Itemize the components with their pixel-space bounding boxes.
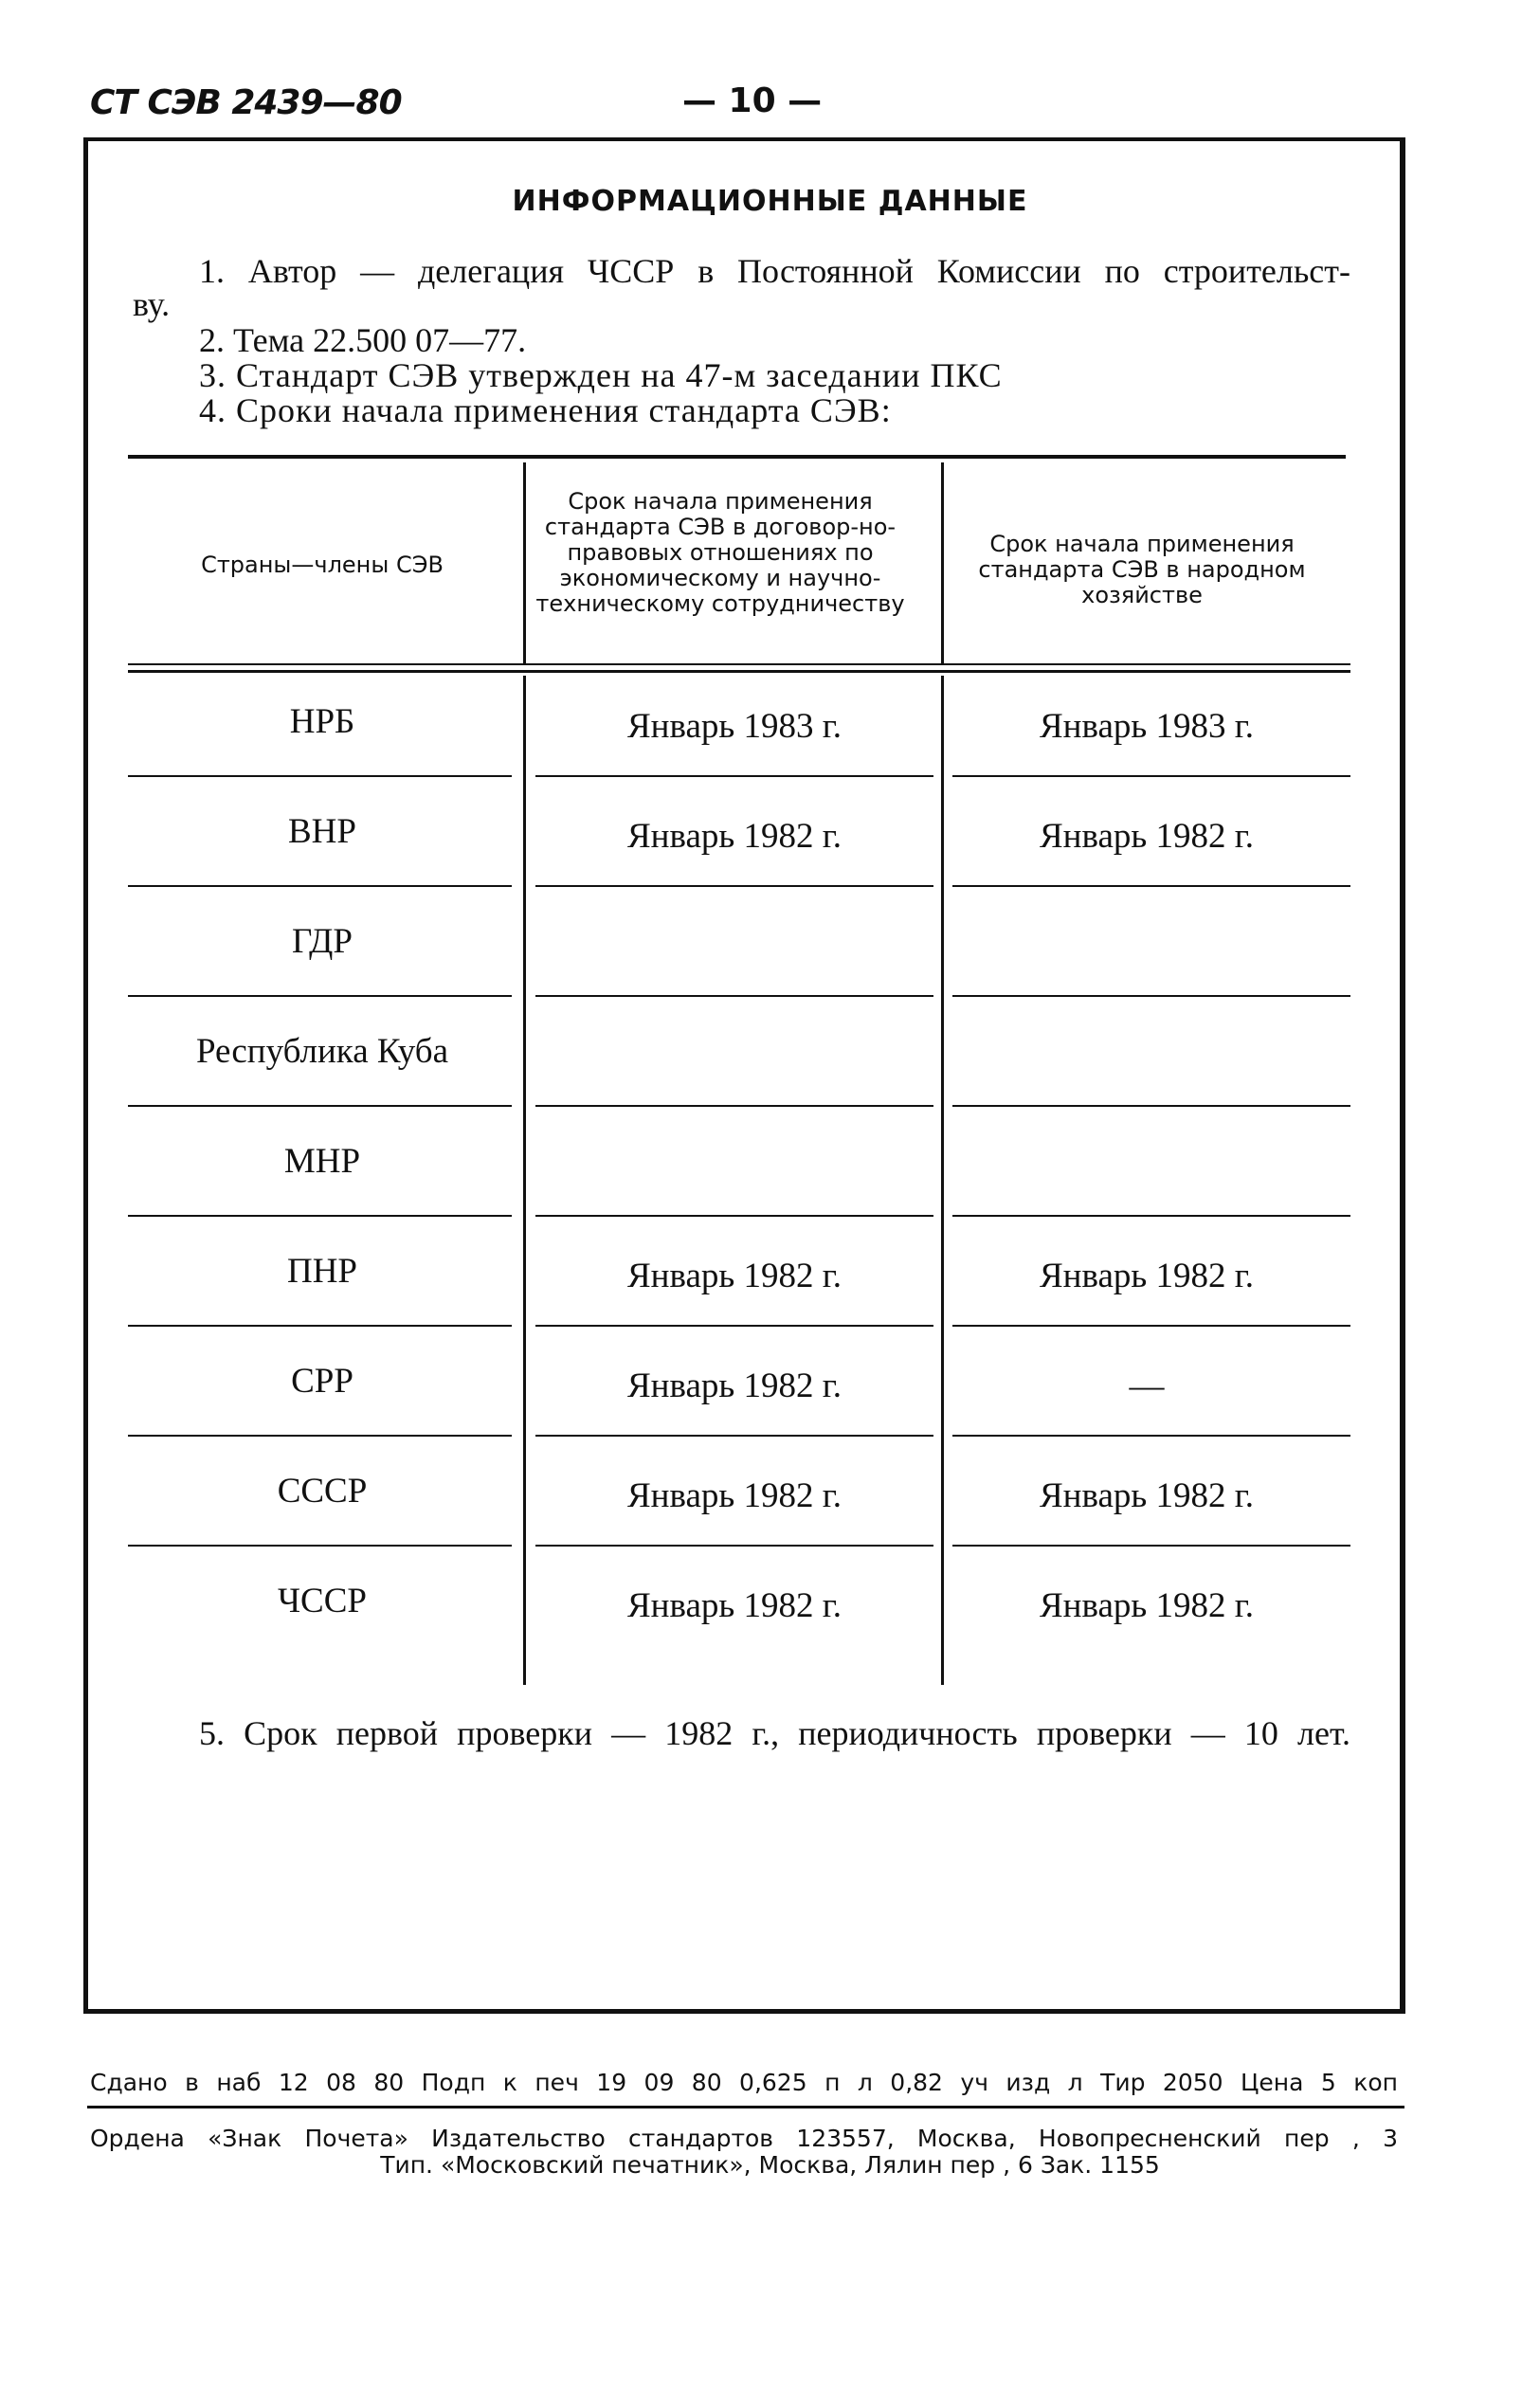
table-cell-economy: — — [1129, 1366, 1165, 1405]
standard-code: СТ СЭВ 2439—80 — [90, 83, 402, 122]
header-rule-lower — [128, 670, 1350, 673]
table-cell-contract: Январь 1983 г. — [626, 707, 842, 746]
col-sep-1 — [523, 676, 526, 1685]
publisher-line-2: Тип. «Московский печатник», Москва, Лялин пер , 6 Зак. 1155 — [380, 2151, 1160, 2179]
table-cell-country: МНР — [283, 1142, 361, 1181]
table-cell-contract: Январь 1982 г. — [626, 1586, 842, 1625]
item-terms: 4. Сроки начала применения стандарта СЭВ: — [199, 391, 892, 429]
header-contract-date: Срок начала применения стандарта СЭВ в договор-но-правовых отношениях по экономическому и научно-техническому сотрудничеству — [535, 488, 905, 617]
print-info: Сдано в наб 12 08 80 Подп к печ 19 09 80 0,625 п л 0,82 уч изд л Тир 2050 Цена 5 коп — [90, 2069, 1398, 2096]
item-theme: 2. Тема 22.500 07—77. — [199, 321, 527, 359]
table-cell-economy: Январь 1982 г. — [1039, 1476, 1254, 1515]
footer-rule — [87, 2106, 1404, 2108]
table-cell-country: СССР — [277, 1472, 368, 1511]
item-review: 5. Срок первой проверки — 1982 г., периодичность проверки — 10 лет. — [199, 1714, 1350, 1752]
col-sep-2 — [941, 676, 944, 1685]
table-cell-contract: Январь 1982 г. — [626, 817, 842, 856]
col-sep-2-head — [941, 462, 944, 663]
section-title: ИНФОРМАЦИОННЫЕ ДАННЫЕ — [512, 185, 1028, 218]
table-cell-contract: Январь 1982 г. — [626, 1257, 842, 1295]
table-cell-country: ГДР — [292, 922, 353, 961]
table-cell-economy: Январь 1982 г. — [1039, 1257, 1254, 1295]
table-top-rule — [128, 455, 1346, 459]
table-cell-country: СРР — [291, 1362, 353, 1401]
item-author: 1. Автор — делегация ЧССР в Постоянной Комиссии по строительст- — [199, 252, 1350, 290]
table-cell-contract: Январь 1982 г. — [626, 1366, 842, 1405]
col-sep-1-head — [523, 462, 526, 663]
header-rule-upper — [128, 663, 1350, 665]
table-cell-economy: Январь 1982 г. — [1039, 817, 1254, 856]
item-approved: 3. Стандарт СЭВ утвержден на 47-м заседании ПКС — [199, 356, 1003, 394]
header-economy-date: Срок начала применения стандарта СЭВ в народном хозяйстве — [978, 531, 1306, 608]
publisher-line-1: Ордена «Знак Почета» Издательство стандартов 123557, Москва, Новопресненский пер , 3 — [90, 2125, 1398, 2152]
table-cell-country: НРБ — [289, 702, 355, 741]
table-cell-contract: Январь 1982 г. — [626, 1476, 842, 1515]
table-cell-country: ЧССР — [278, 1582, 367, 1620]
page-number: — 10 — — [682, 81, 823, 120]
table-cell-country: ПНР — [286, 1252, 358, 1291]
table-cell-economy: Январь 1983 г. — [1039, 707, 1254, 746]
item-author-continuation: ву. — [133, 285, 171, 323]
table-cell-economy: Январь 1982 г. — [1039, 1586, 1254, 1625]
header-countries: Страны—члены СЭВ — [201, 552, 444, 578]
table-cell-country: Республика Куба — [195, 1032, 449, 1071]
table-cell-country: ВНР — [288, 812, 356, 851]
